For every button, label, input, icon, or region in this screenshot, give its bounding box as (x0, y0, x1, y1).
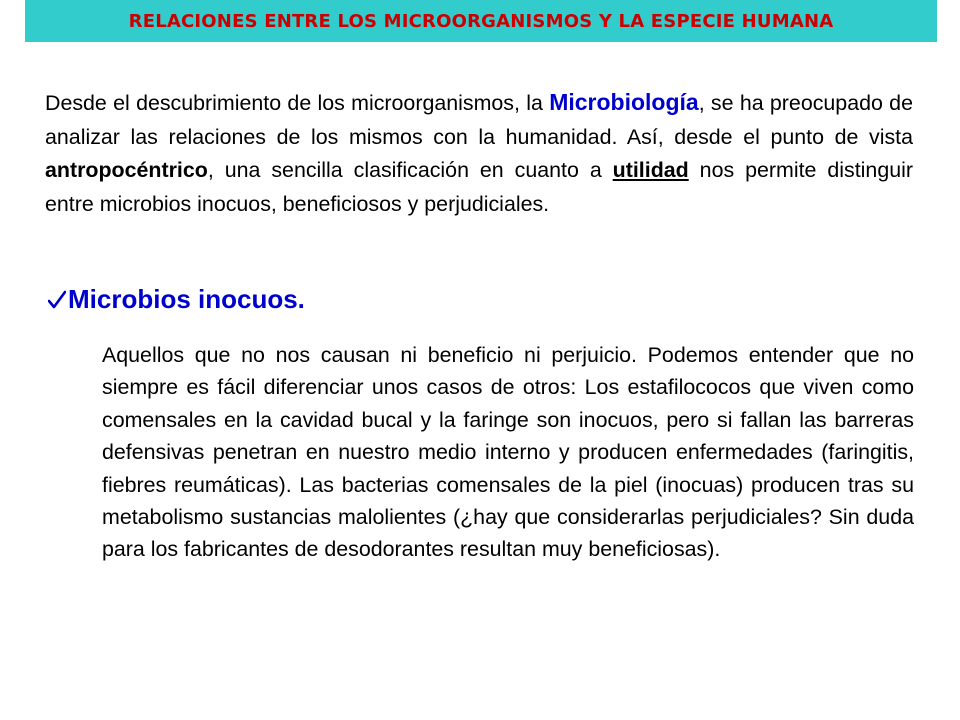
page-title: RELACIONES ENTRE LOS MICROORGANISMOS Y LA ESPECIE HUMANA (128, 10, 834, 32)
intro-text-3: , una sencilla clasificación en cuanto a (207, 158, 613, 182)
microbiologia-term: Microbiología (549, 89, 699, 115)
section-title: Microbios inocuos. (68, 284, 305, 314)
check-icon (48, 290, 66, 310)
intro-text-2: , se ha preocupado de analizar las relaciones de los mismos con la humanidad. Así, desde el punto de vista (45, 91, 913, 149)
section-heading (48, 284, 305, 315)
intro-text-4: nos permite distinguir entre microbios inocuos, beneficiosos y perjudiciales. (45, 158, 913, 216)
utilidad-term: utilidad (612, 158, 689, 182)
intro-text-1: Desde el descubrimiento de los microorganismos, la (45, 91, 550, 115)
antropocentrico-term: antropocéntrico (45, 158, 208, 182)
section-body: Aquellos que no nos causan ni beneficio ni perjuicio. Podemos entender que no siempre es fácil diferenciar unos casos de otros: Los estafilococos que viven como comensales en la cavidad bucal y la faringe son inocuos, pero si fallan las barreras defensivas penetran en nuestro medio interno y producen enfermedades (faringitis, fiebres reumáticas). Las bacterias comensales de la piel (inocuas) producen tras su metabolismo sustancias malolientes (¿hay que considerarlas perjudiciales? Sin duda para los fabricantes de desodorantes resultan muy beneficiosas). (102, 343, 914, 562)
title-bar (25, 0, 937, 42)
intro-paragraph (45, 86, 913, 221)
